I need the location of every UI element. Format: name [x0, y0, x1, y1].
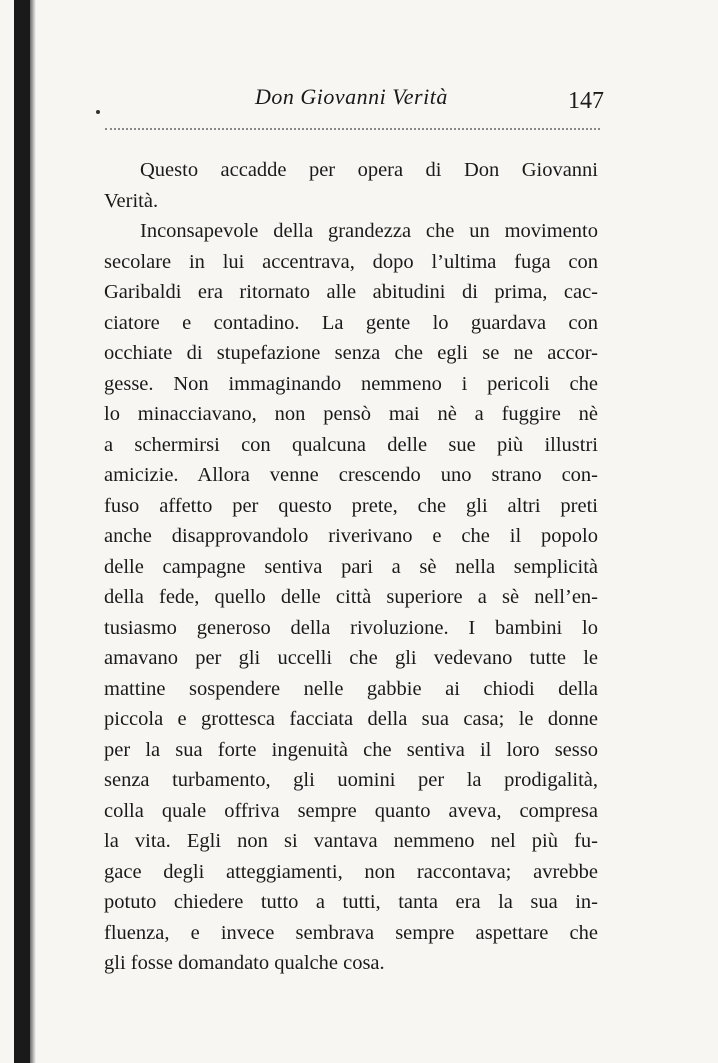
binding-shadow — [30, 0, 36, 1063]
text-line: colla quale offriva sempre quanto aveva, compresa — [104, 799, 598, 822]
text-line: della fede, quello delle città superiore a sè nell’en- — [104, 586, 598, 608]
text-line: lo minacciavano, non pensò mai nè a fuggire nè — [104, 403, 598, 425]
text-line: gli fosse domandato qualche cosa. — [104, 952, 385, 974]
text-line: occhiate di stupefazione senza che egli se ne accor- — [104, 342, 598, 364]
binding-edge — [14, 0, 30, 1063]
text-line: a schermirsi con qualcuna delle sue più illustri — [104, 433, 598, 456]
text-line: Garibaldi era ritornato alle abitudini di prima, cac- — [104, 281, 598, 303]
text-line: Inconsapevole della grandezza che un movimento — [140, 220, 598, 242]
text-line: mattine sospendere nelle gabbie ai chiodi della — [104, 677, 598, 700]
ink-speck — [96, 110, 100, 114]
text-line: secolare in lui accentrava, dopo l’ultima fuga con — [104, 250, 598, 273]
body-text — [104, 155, 598, 979]
text-line: potuto chiedere tutto a tutti, tanta era la sua in- — [104, 891, 598, 913]
text-line: gesse. Non immaginando nemmeno i pericoli che — [104, 372, 598, 395]
text-line: per la sua forte ingenuità che sentiva il loro sesso — [104, 738, 598, 761]
page-number: 147 — [568, 88, 604, 114]
text-line: delle campagne sentiva pari a sè nella semplicità — [104, 555, 598, 578]
text-line: ciatore e contadino. La gente lo guardava con — [104, 311, 598, 334]
text-line: Verità. — [104, 189, 159, 212]
text-line: tusiasmo generoso della rivoluzione. I bambini lo — [104, 616, 598, 639]
text-line: amavano per gli uccelli che gli vedevano tutte le — [104, 647, 598, 669]
text-line: la vita. Egli non si vantava nemmeno nel più fu- — [104, 830, 598, 852]
header-rule — [105, 128, 600, 130]
text-line: amicizie. Allora venne crescendo uno strano con- — [104, 464, 598, 486]
running-head: Don Giovanni Verità — [255, 84, 448, 109]
text-line: Questo accadde per opera di Don Giovanni — [140, 159, 598, 181]
text-line: piccola e grottesca facciata della sua casa; le donne — [104, 708, 598, 730]
text-line: anche disapprovandolo riverivano e che il popolo — [104, 525, 598, 547]
text-line: senza turbamento, gli uomini per la prodigalità, — [104, 769, 598, 791]
text-line: gace degli atteggiamenti, non raccontava; avrebbe — [104, 860, 598, 883]
text-line: fluenza, e invece sembrava sempre aspettare che — [104, 921, 598, 944]
text-line: fuso affetto per questo prete, che gli altri preti — [104, 494, 598, 517]
